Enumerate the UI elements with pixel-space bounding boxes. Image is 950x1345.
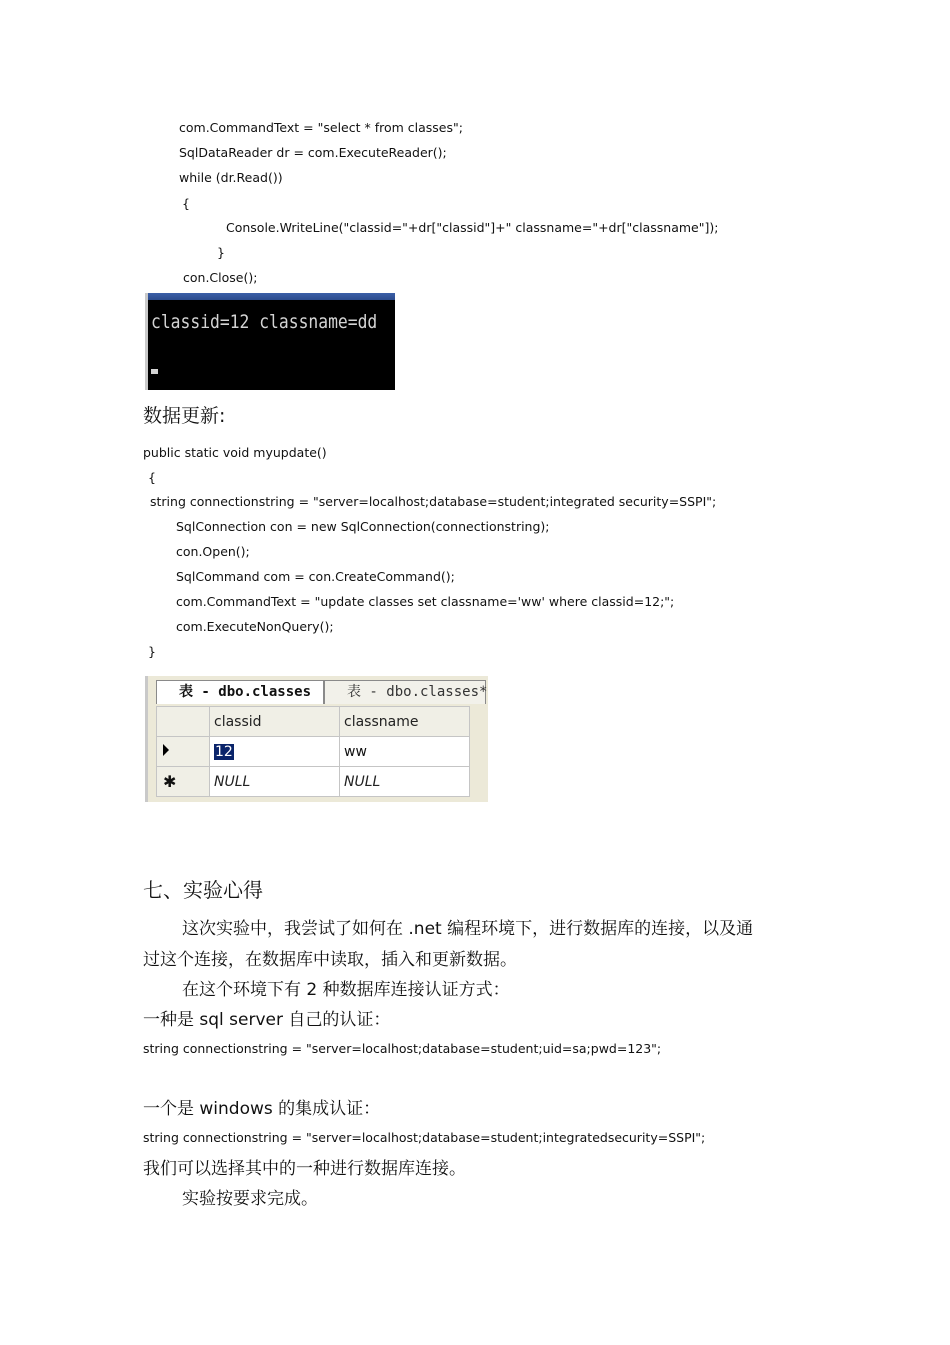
cell-classid[interactable]: NULL <box>210 767 340 797</box>
table-designer-screenshot <box>145 676 488 802</box>
code-line: string connectionstring = "server=localhost;database=student;uid=sa;pwd=123"; <box>143 1041 662 1056</box>
cell-classid[interactable]: 12 <box>210 737 340 767</box>
paragraph-line: 实验按要求完成。 <box>182 1189 318 1209</box>
column-header-classid[interactable]: classid <box>210 707 340 737</box>
console-output: classid=12 classname=dd <box>151 311 378 333</box>
code-line: con.Open(); <box>176 544 250 559</box>
code-line: public static void myupdate() <box>143 445 327 460</box>
code-line: com.ExecuteNonQuery(); <box>176 619 334 634</box>
section-heading-update: 数据更新: <box>143 405 226 427</box>
code-line: SqlConnection con = new SqlConnection(connectionstring); <box>176 519 550 534</box>
code-line: { <box>182 196 190 211</box>
tab-dbo-classes-modified[interactable]: 表 - dbo.classes* <box>324 680 486 704</box>
code-line: SqlDataReader dr = com.ExecuteReader(); <box>179 145 447 160</box>
code-line: } <box>148 644 156 659</box>
row-header-corner <box>157 707 210 737</box>
column-header-classname[interactable]: classname <box>340 707 470 737</box>
code-line: while (dr.Read()) <box>179 170 283 185</box>
tab-dbo-classes[interactable]: 表 - dbo.classes <box>156 680 324 704</box>
code-line: Console.WriteLine("classid="+dr["classid"]+" classname="+dr["classname"]); <box>226 220 719 235</box>
cell-classname[interactable]: ww <box>340 737 470 767</box>
paragraph-line: 这次实验中，我尝试了如何在 .net 编程环境下，进行数据库的连接，以及通 <box>182 919 754 939</box>
code-line: { <box>148 470 156 485</box>
code-line: } <box>217 245 225 260</box>
paragraph-line: 过这个连接，在数据库中读取，插入和更新数据。 <box>143 950 517 970</box>
data-grid <box>156 706 470 797</box>
current-row-icon <box>157 737 210 767</box>
new-row-icon: ✱ <box>157 767 210 797</box>
code-line: com.CommandText = "update classes set classname='ww' where classid=12;"; <box>176 594 675 609</box>
auth-method-label: 一种是 sql server 自己的认证： <box>143 1010 391 1030</box>
code-line: com.CommandText = "select * from classes"; <box>179 120 463 135</box>
console-title-bar <box>148 293 395 300</box>
table-row[interactable] <box>157 737 470 767</box>
console-cursor <box>151 369 158 374</box>
auth-method-label: 一个是 windows 的集成认证： <box>143 1099 381 1119</box>
code-line: SqlCommand com = con.CreateCommand(); <box>176 569 455 584</box>
table-row[interactable] <box>157 767 470 797</box>
paragraph-line: 我们可以选择其中的一种进行数据库连接。 <box>143 1159 466 1179</box>
code-line: con.Close(); <box>183 270 258 285</box>
code-line: string connectionstring = "server=localhost;database=student;integratedsecurity=SSPI"; <box>143 1130 706 1145</box>
section-heading-conclusion: 七、实验心得 <box>143 878 263 902</box>
code-line: string connectionstring = "server=localhost;database=student;integrated security=SSPI"; <box>150 494 717 509</box>
paragraph-line: 在这个环境下有 2 种数据库连接认证方式： <box>182 980 510 1000</box>
header-row <box>157 707 470 737</box>
console-screenshot <box>145 293 395 390</box>
cell-classname[interactable]: NULL <box>340 767 470 797</box>
